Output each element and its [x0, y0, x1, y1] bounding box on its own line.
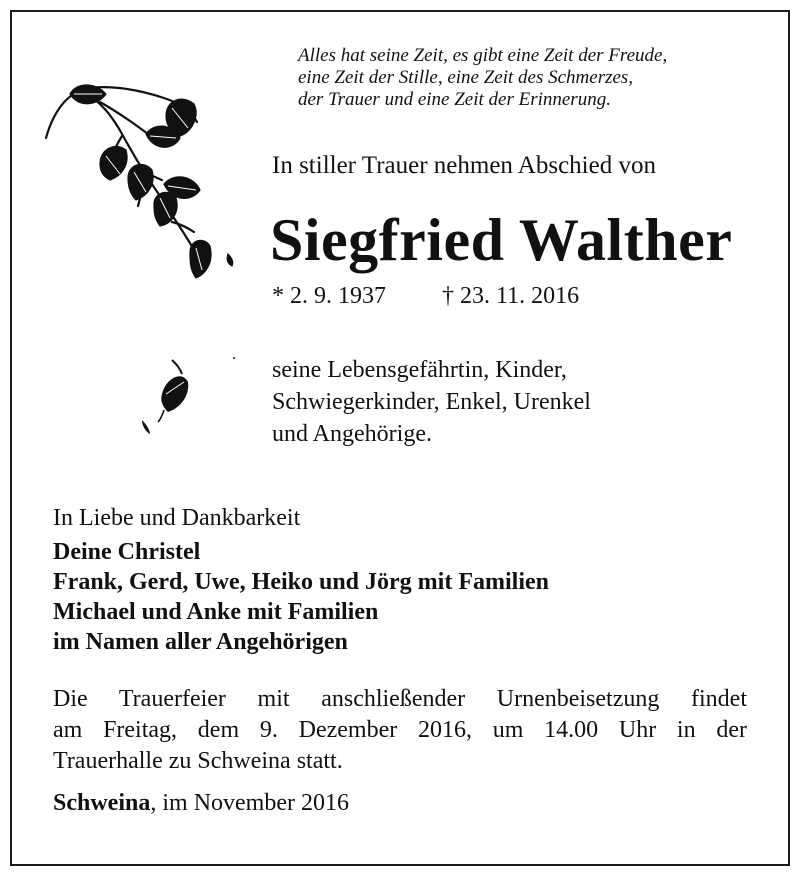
family-list	[272, 354, 591, 450]
family-line: und Angehörige.	[272, 421, 432, 447]
quote-line: der Trauer und eine Zeit der Erinnerung.	[298, 89, 611, 110]
signature-line: Michael und Anke mit Familien	[53, 599, 379, 625]
epigraph-quote	[298, 45, 758, 111]
notice-line: Die Trauerfeier mit anschließender Urnenbeisetzung findet	[53, 686, 747, 712]
leaf-branch-icon	[42, 76, 242, 291]
funeral-notice	[53, 684, 747, 777]
notice-line: Trauerhalle zu Schweina statt.	[53, 748, 343, 774]
place-town: Schweina	[53, 790, 151, 816]
quote-line: Alles hat seine Zeit, es gibt eine Zeit der Freude,	[298, 45, 668, 66]
notice-line: am Freitag, dem 9. Dezember 2016, um 14.00 Uhr in der	[53, 717, 747, 743]
quote-line: eine Zeit der Stille, eine Zeit des Schmerzes,	[298, 67, 634, 88]
place-date: , im November 2016	[150, 790, 349, 816]
family-line: Schwiegerkinder, Enkel, Urenkel	[272, 389, 591, 415]
deceased-name: Siegfried Walther	[270, 207, 733, 273]
family-line: seine Lebensgefährtin, Kinder,	[272, 357, 567, 383]
death-date: † 23. 11. 2016	[442, 283, 580, 309]
signature-line: im Namen aller Angehörigen	[53, 629, 348, 655]
thanks-line: In Liebe und Dankbarkeit	[53, 505, 301, 531]
signature-line: Deine Christel	[53, 539, 201, 565]
life-dates	[272, 283, 579, 310]
falling-leaf-icon	[136, 350, 236, 440]
intro-text: In stiller Trauer nehmen Abschied von	[272, 152, 656, 179]
birth-date: * 2. 9. 1937	[272, 283, 386, 309]
signature-block	[53, 537, 549, 657]
signature-line: Frank, Gerd, Uwe, Heiko und Jörg mit Familien	[53, 569, 549, 595]
place-and-date	[53, 790, 349, 817]
